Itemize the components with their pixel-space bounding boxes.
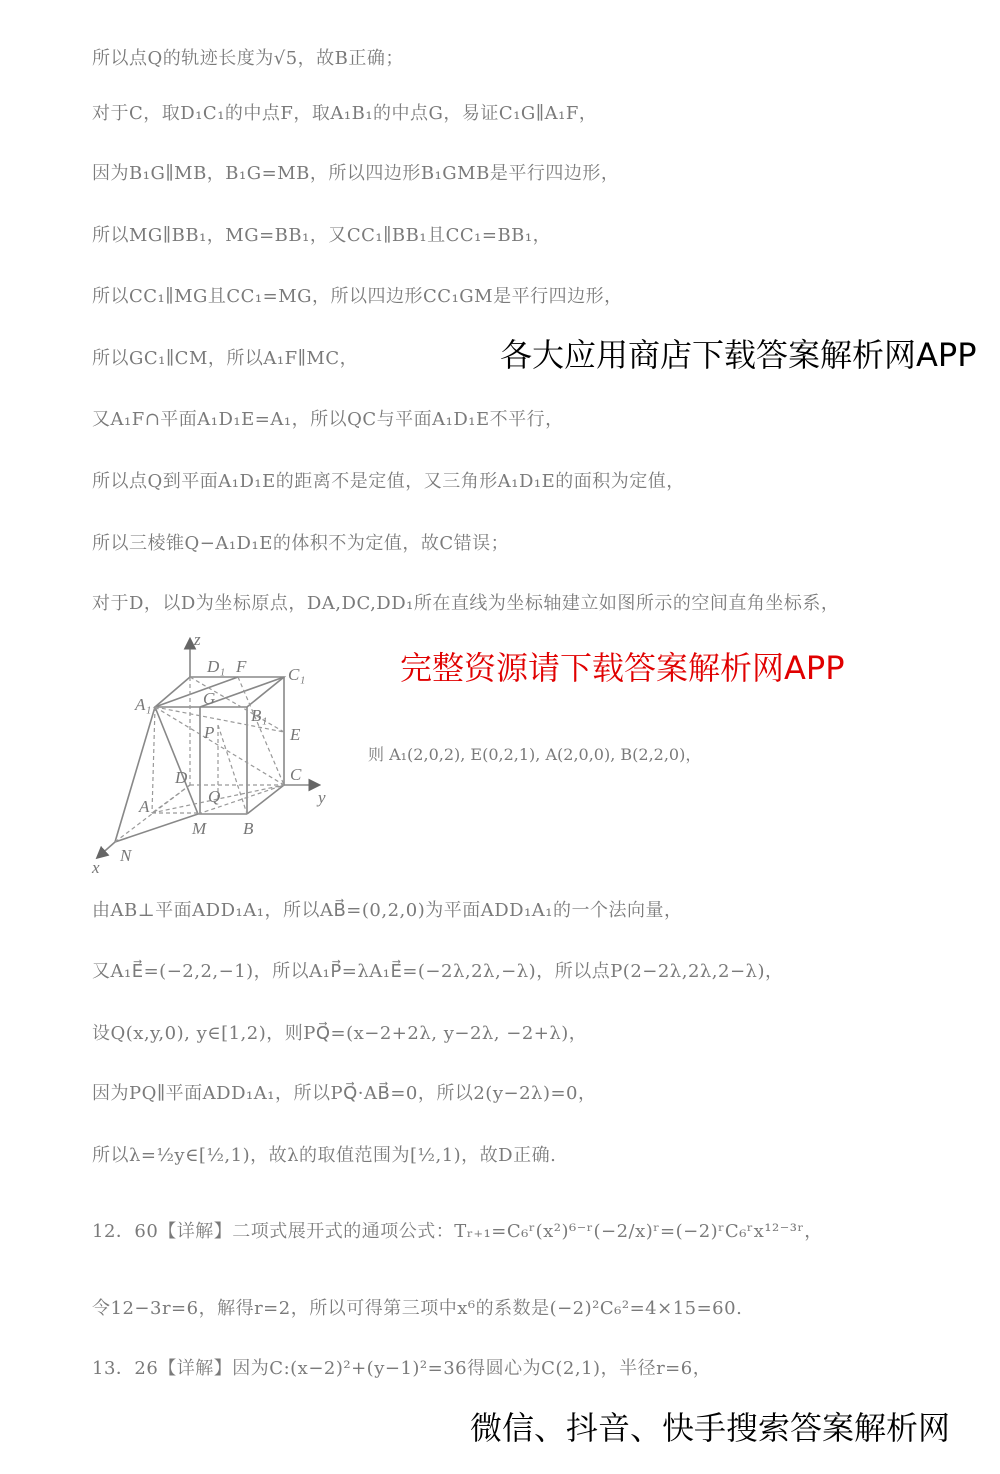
label-B1: B₁ xyxy=(251,706,268,725)
text-line: 12．60【详解】二项式展开式的通项公式：Tᵣ₊₁=C₆ʳ(x²)⁶⁻ʳ(−2/x)ʳ=(−2)ʳC₆ʳx¹²⁻³ʳ， xyxy=(92,1221,823,1242)
text-line: 所以三棱锥Q−A₁D₁E的体积不为定值，故C错误； xyxy=(92,533,510,554)
coordinates-text: 则 A₁(2,0,2), E(0,2,1), A(2,0,0), B(2,2,0)， xyxy=(368,745,702,764)
text-line: 令12−3r=6，解得r=2，所以可得第三项中x⁶的系数是(−2)²C₆²=4×15=60. xyxy=(92,1298,743,1319)
label-Q: Q xyxy=(208,787,221,806)
text-line: 设Q(x,y,0), y∈[1,2)，则PQ⃗=(x−2+2λ, y−2λ, −2+λ)， xyxy=(92,1023,588,1044)
label-P: P xyxy=(204,723,215,742)
text-line: 所以MG∥BB₁，MG=BB₁，又CC₁∥BB₁且CC₁=BB₁， xyxy=(92,225,552,246)
text-line: 所以λ=½y∈[½,1)，故λ的取值范围为[½,1)，故D正确. xyxy=(92,1145,557,1166)
label-x: x xyxy=(92,858,100,877)
text-line: 对于C，取D₁C₁的中点F，取A₁B₁的中点G，易证C₁G∥A₁F， xyxy=(92,103,598,124)
x-axis xyxy=(98,842,115,857)
label-A1: A₁ xyxy=(135,695,152,714)
label-M: M xyxy=(192,819,207,838)
text-line: 所以点Q的轨迹长度为√5，故B正确； xyxy=(92,48,404,69)
text-line: 又A₁F∩平面A₁D₁E=A₁，所以QC与平面A₁D₁E不平行， xyxy=(92,409,564,430)
label-A: A xyxy=(139,797,150,816)
watermark-top-left: 各大应用商店下载答案解析网APP xyxy=(500,336,977,374)
label-z: z xyxy=(194,630,201,649)
text-line: 对于D，以D为坐标原点，DA,DC,DD₁所在直线为坐标轴建立如图所示的空间直角坐标系， xyxy=(92,593,840,614)
label-B: B xyxy=(243,819,254,838)
label-N: N xyxy=(120,846,132,865)
label-C: C xyxy=(290,765,302,784)
label-D1: D₁ xyxy=(207,657,226,676)
text-line: 所以CC₁∥MG且CC₁=MG，所以四边形CC₁GM是平行四边形， xyxy=(92,286,623,307)
label-D: D xyxy=(175,768,188,787)
cube-figure xyxy=(85,628,345,878)
text-line: 又A₁E⃗=(−2,2,−1)，所以A₁P⃗=λA₁E⃗=(−2λ,2λ,−λ)，所以点P(2−2λ,2λ,2−λ)， xyxy=(92,961,784,982)
label-F: F xyxy=(236,657,247,676)
text-line: 所以点Q到平面A₁D₁E的距离不是定值，又三角形A₁D₁E的面积为定值， xyxy=(92,471,685,492)
text-line: 因为PQ∥平面ADD₁A₁，所以PQ⃗·AB⃗=0，所以2(y−2λ)=0， xyxy=(92,1083,597,1104)
label-C1: C₁ xyxy=(288,665,306,684)
watermark-bottom-right: 微信、抖音、快手搜索答案解析网 xyxy=(470,1409,951,1447)
text-line: 所以GC₁∥CM，所以A₁F∥MC， xyxy=(92,348,359,369)
text-line: 因为B₁G∥MB，B₁G=MB，所以四边形B₁GMB是平行四边形， xyxy=(92,163,620,184)
label-E: E xyxy=(290,725,301,744)
watermark-center: 完整资源请下载答案解析网APP xyxy=(400,649,845,687)
text-line: 由AB⊥平面ADD₁A₁，所以AB⃗=(0,2,0)为平面ADD₁A₁的一个法向量， xyxy=(92,900,683,921)
label-y: y xyxy=(318,788,326,807)
text-line: 13．26【详解】因为C:(x−2)²+(y−1)²=36得圆心为C(2,1)，半径r=6， xyxy=(92,1358,712,1379)
label-G: G xyxy=(203,689,216,708)
